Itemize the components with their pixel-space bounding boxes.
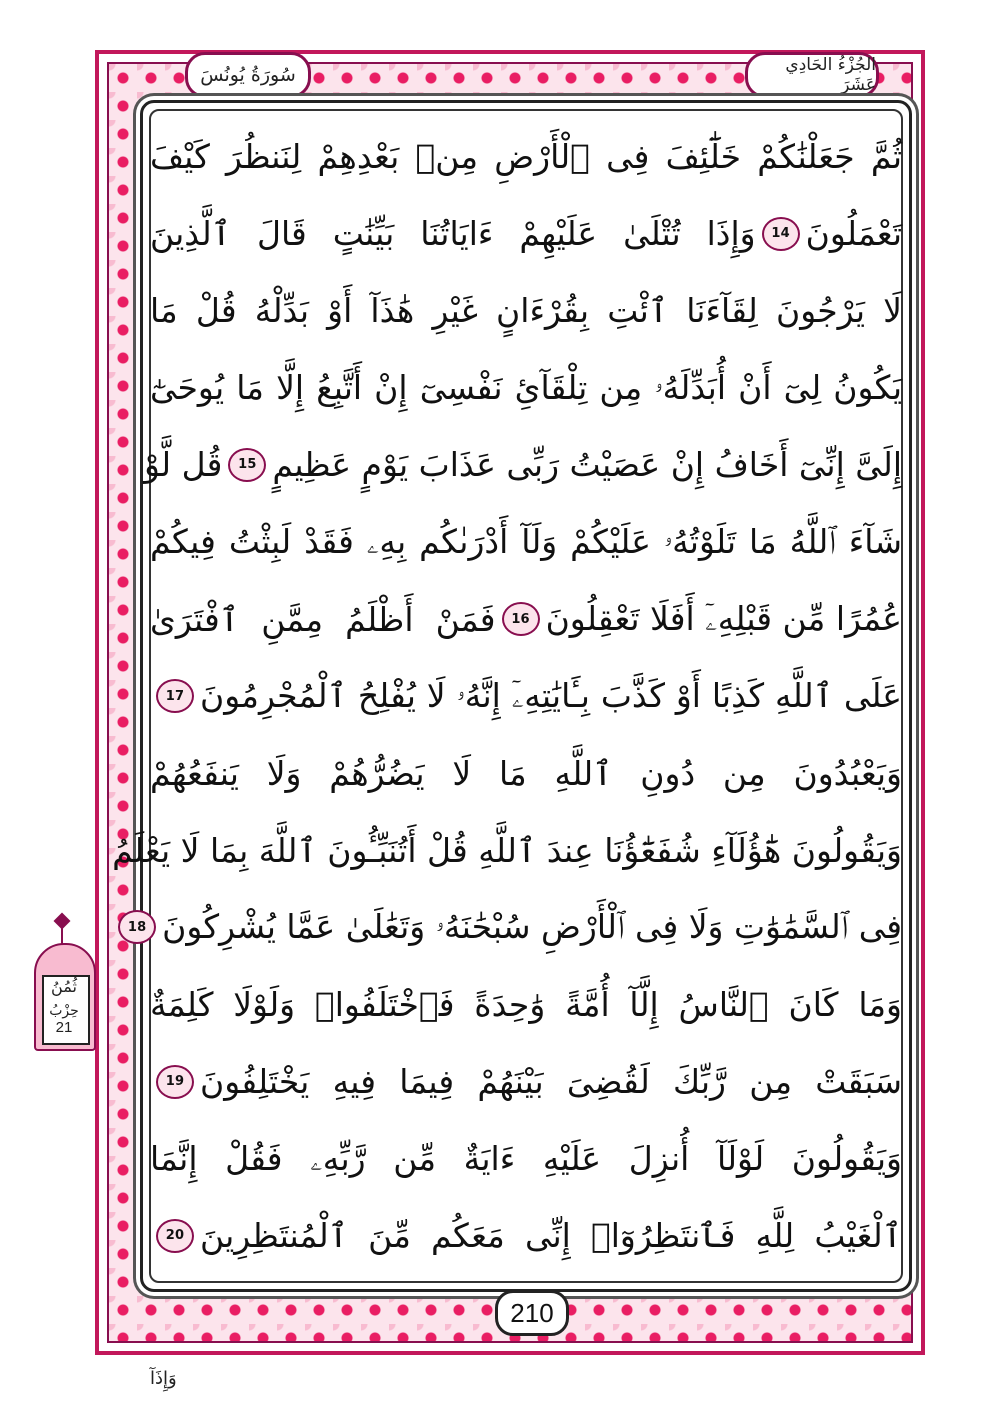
line-text: قُل لَّوْ: [144, 445, 223, 485]
text-line: [150, 118, 902, 195]
text-line: [112, 812, 902, 889]
text-line: [150, 581, 902, 658]
line-text: وَيَعْبُدُونَ مِن دُونِ ٱللَّهِ مَا لَا يَضُرُّهُمْ وَلَا يَنفَعُهُمْ: [150, 753, 902, 793]
ayah-number-marker: 15: [228, 448, 266, 482]
line-text: فَمَنْ أَظْلَمُ مِمَّنِ ٱفْتَرَىٰ: [150, 599, 496, 639]
line-text-before-marker: ٱلْغَيْبُ لِلَّهِ فَٱنتَظِرُوٓا۟ إِنِّى مَعَكُم مِّنَ ٱلْمُنتَظِرِينَ: [200, 1216, 902, 1256]
juz-name-label: [745, 52, 879, 98]
catchword: وَإِذَآ: [150, 1368, 177, 1389]
surah-name-text: سُورَةُ يُونُسَ: [200, 64, 296, 86]
line-text: شَآءَ ٱللَّهُ مَا تَلَوْتُهُۥ عَلَيْكُمْ وَلَآ أَدْرَىٰكُم بِهِۦ فَقَدْ لَبِثْتُ فِيكُمْ: [150, 522, 902, 562]
text-line: [150, 735, 902, 812]
hizb-marker-diamond-icon: [54, 913, 71, 930]
text-line: [150, 1120, 902, 1197]
quran-text-block: [112, 118, 902, 1274]
hizb-thumn-label: ثُمُنُ: [51, 977, 77, 996]
juz-name-text: الجُزْءُ الحَادِي عَشَرَ: [785, 55, 876, 95]
line-text-before-marker: عُمُرًا مِّن قَبْلِهِۦٓ أَفَلَا تَعْقِلُونَ: [545, 599, 902, 639]
text-line: [150, 966, 902, 1043]
line-text-before-marker: عَلَى ٱللَّهِ كَذِبًا أَوْ كَذَّبَ بِـَٔايَٰتِهِۦٓ إِنَّهُۥ لَا يُفْلِحُ ٱلْمُجْرِمُونَ: [200, 676, 902, 716]
page-number: [495, 1290, 569, 1336]
line-text: وَيَقُولُونَ هَٰٓؤُلَآءِ شُفَعَٰٓؤُنَا عِندَ ٱللَّهِ قُلْ أَتُنَبِّـُٔونَ ٱللَّهَ بِمَا لَا يَعْلَمُ: [112, 830, 902, 870]
line-text: وَإِذَا تُتْلَىٰ عَلَيْهِمْ ءَايَاتُنَا بَيِّنَٰتٍ قَالَ ٱلَّذِينَ: [150, 214, 756, 254]
line-text-before-marker: إِلَىَّ إِنِّىٓ أَخَافُ إِنْ عَصَيْتُ رَبِّى عَذَابَ يَوْمٍ عَظِيمٍ: [272, 445, 902, 485]
line-text-before-marker: سَبَقَتْ مِن رَّبِّكَ لَقُضِىَ بَيْنَهُمْ فِيمَا فِيهِ يَخْتَلِفُونَ: [200, 1062, 902, 1102]
line-text: وَيَقُولُونَ لَوْلَآ أُنزِلَ عَلَيْهِ ءَايَةٌ مِّن رَّبِّهِۦ فَقُلْ إِنَّمَا: [150, 1138, 902, 1178]
text-line: [144, 426, 902, 503]
text-line: [150, 658, 902, 735]
ayah-number-marker: 16: [502, 602, 540, 636]
line-text-before-marker: تَعْمَلُونَ: [805, 214, 902, 254]
surah-name-label: [185, 52, 311, 98]
ayah-number-marker: 14: [762, 217, 800, 251]
line-text: يَكُونُ لِىٓ أَنْ أُبَدِّلَهُۥ مِن تِلْقَآئِ نَفْسِىٓ إِنْ أَتَّبِعُ إِلَّا مَا يُوحَىٰٓ: [150, 367, 902, 407]
line-text-before-marker: فِى ٱلسَّمَٰوَٰتِ وَلَا فِى ٱلْأَرْضِ سُبْحَٰنَهُۥ وَتَعَٰلَىٰ عَمَّا يُشْرِكُونَ: [162, 907, 902, 947]
text-line: [150, 1197, 902, 1274]
text-line: [150, 195, 902, 272]
page-number-text: 210: [510, 1297, 554, 1328]
line-text: لَا يَرْجُونَ لِقَآءَنَا ٱئْتِ بِقُرْءَانٍ غَيْرِ هَٰذَآ أَوْ بَدِّلْهُ قُلْ مَا: [150, 291, 902, 331]
text-line: [150, 1043, 902, 1120]
hizb-marker: [30, 915, 98, 1065]
line-text: ثُمَّ جَعَلْنَٰكُمْ خَلَٰٓئِفَ فِى ٱلْأَرْضِ مِنۢ بَعْدِهِمْ لِنَنظُرَ كَيْفَ: [150, 137, 902, 177]
ayah-number-marker: 20: [156, 1219, 194, 1253]
ayah-number-marker: 19: [156, 1065, 194, 1099]
line-text: وَمَا كَانَ ٱلنَّاسُ إِلَّآ أُمَّةً وَٰحِدَةً فَٱخْتَلَفُوا۟ وَلَوْلَا كَلِمَةٌ: [150, 985, 902, 1025]
ayah-number-marker: 17: [156, 679, 194, 713]
text-line: [127, 889, 902, 966]
hizb-label: حِزْبُ: [49, 1003, 79, 1019]
text-line: [150, 503, 902, 580]
hizb-number: 21: [55, 1019, 73, 1036]
text-line: [150, 272, 902, 349]
text-line: [150, 349, 902, 426]
ayah-number-marker: 18: [118, 910, 156, 944]
